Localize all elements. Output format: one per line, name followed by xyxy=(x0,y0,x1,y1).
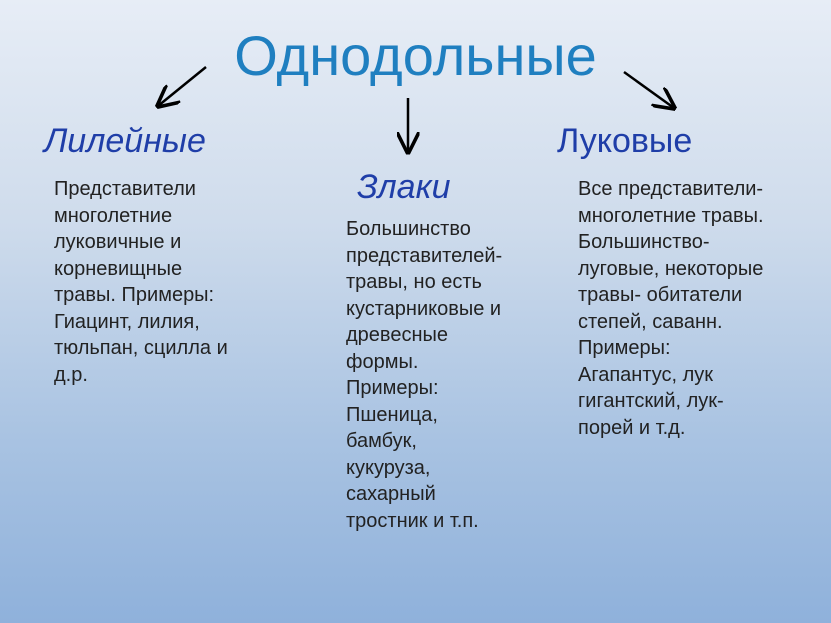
branch-text-onions: Все представители- многолетние травы. Большинство- луговые, некоторые травы- обитатели степей, саванн. Примеры: Агапантус, лук гигантский, лук- порей и т.д. xyxy=(578,178,764,439)
branch-heading-grasses: Злаки xyxy=(357,168,451,206)
branch-heading-lilies: Лилейные xyxy=(44,122,206,160)
branch-text-lilies: Представители многолетние луковичные и корневищные травы. Примеры: Гиацинт, лилия, тюльпан, сцилла и д.р. xyxy=(54,178,228,386)
page-title: Однодольные xyxy=(234,24,597,87)
branch-text-grasses: Большинство представителей- травы, но есть кустарниковые и древесные формы. Примеры: Пшеница, бамбук, кукуруза, сахарный тростник и т.п. xyxy=(346,218,503,532)
branch-heading-onions: Луковые xyxy=(557,122,693,160)
